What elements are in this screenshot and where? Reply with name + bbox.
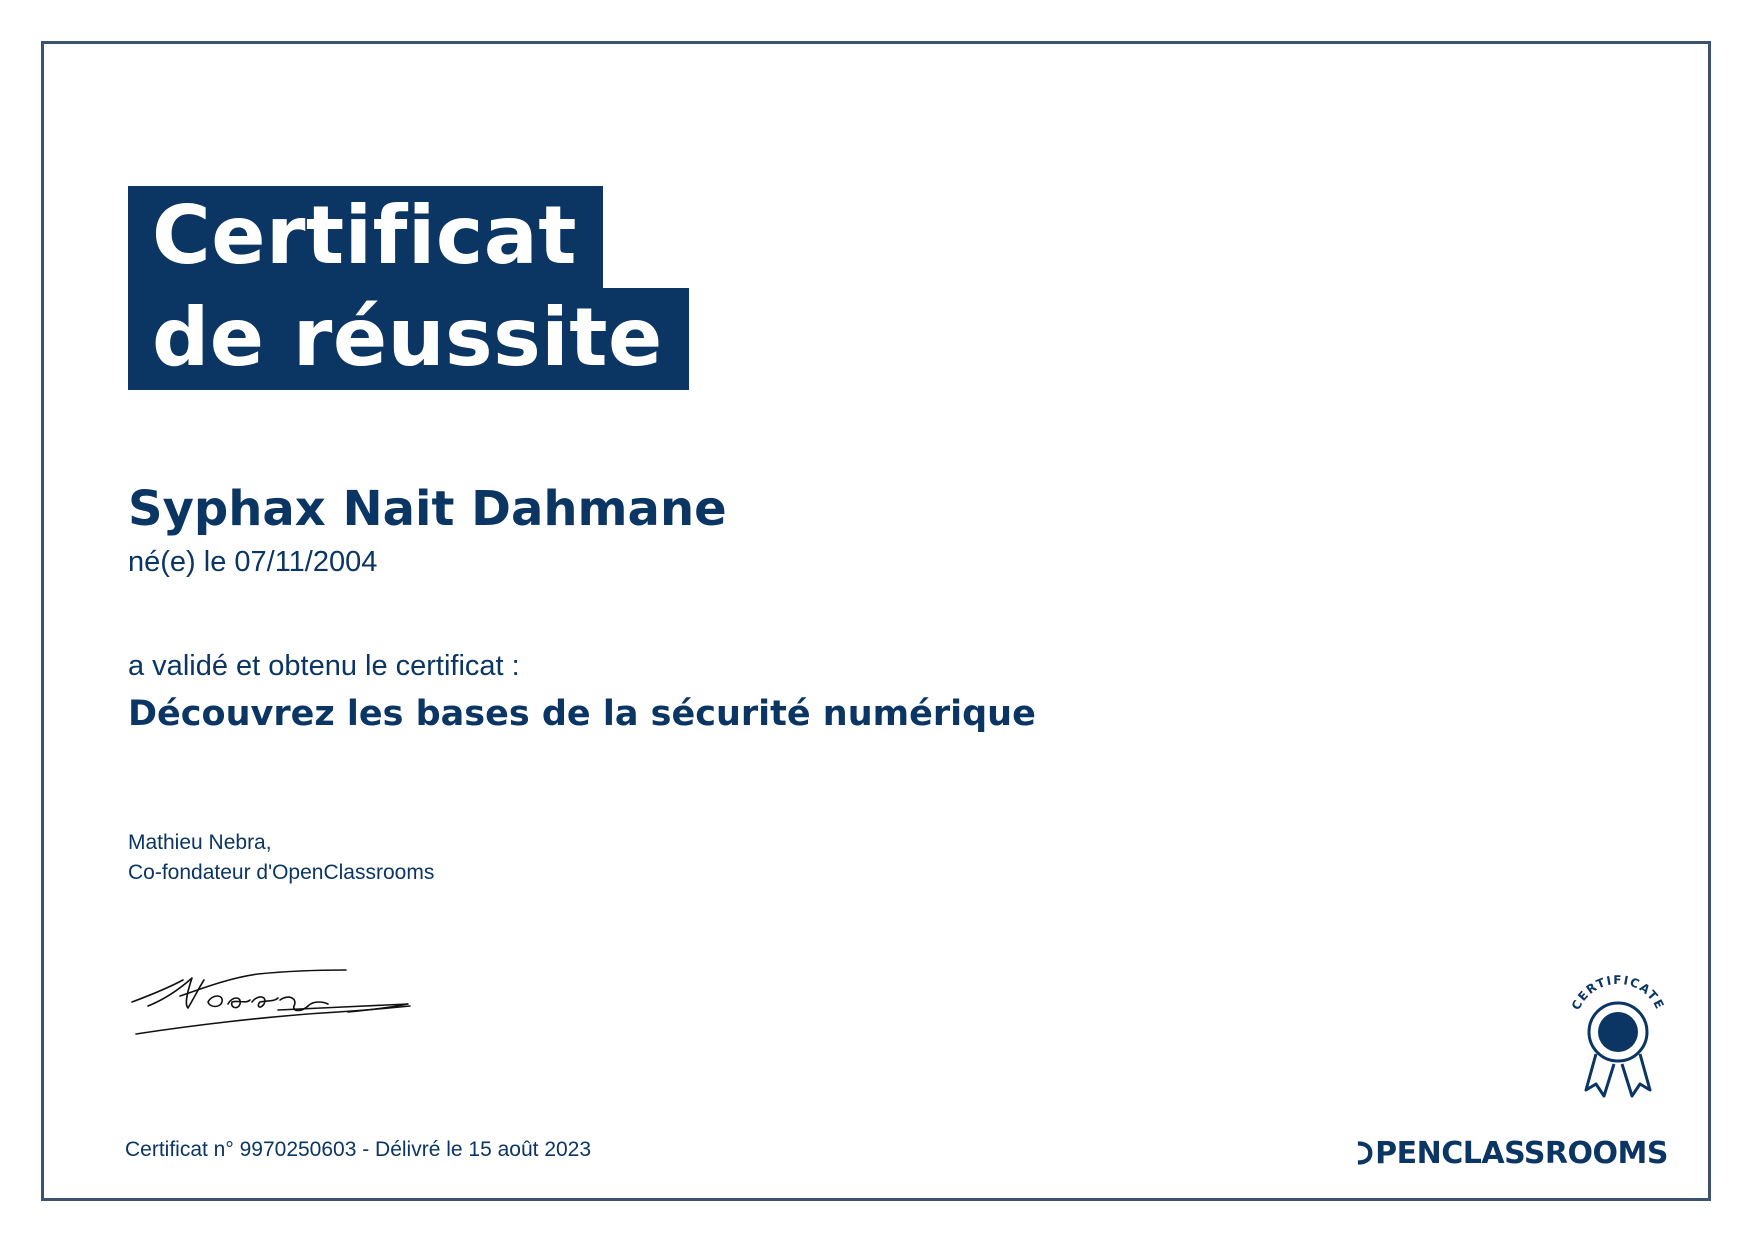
certificate-title-line-2: de réussite [128, 288, 689, 390]
recipient-name: Syphax Nait Dahmane [128, 481, 727, 537]
signature-icon [128, 960, 414, 1040]
signer-role: Co-fondateur d'OpenClassrooms [128, 861, 435, 884]
certificate-title-line-1: Certificat [128, 186, 603, 288]
certificate-id: Certificat n° 9970250603 - Délivré le 15 août 2023 [125, 1138, 592, 1161]
validated-text: a validé et obtenu le certificat : [128, 650, 520, 682]
signer-name: Mathieu Nebra, [128, 831, 272, 854]
certificate-badge-icon [1556, 964, 1680, 1106]
logo-text: PENCLASSROOMS [1375, 1135, 1668, 1171]
birth-date: né(e) le 07/11/2004 [128, 546, 378, 578]
course-title: Découvrez les bases de la sécurité numérique [128, 694, 1036, 734]
signer-block [128, 828, 434, 888]
badge-ribbon-text: CERTIFICATE [1568, 972, 1668, 1013]
openclassrooms-logo [1356, 1132, 1668, 1174]
openclassrooms-logo-icon [1356, 1140, 1373, 1166]
